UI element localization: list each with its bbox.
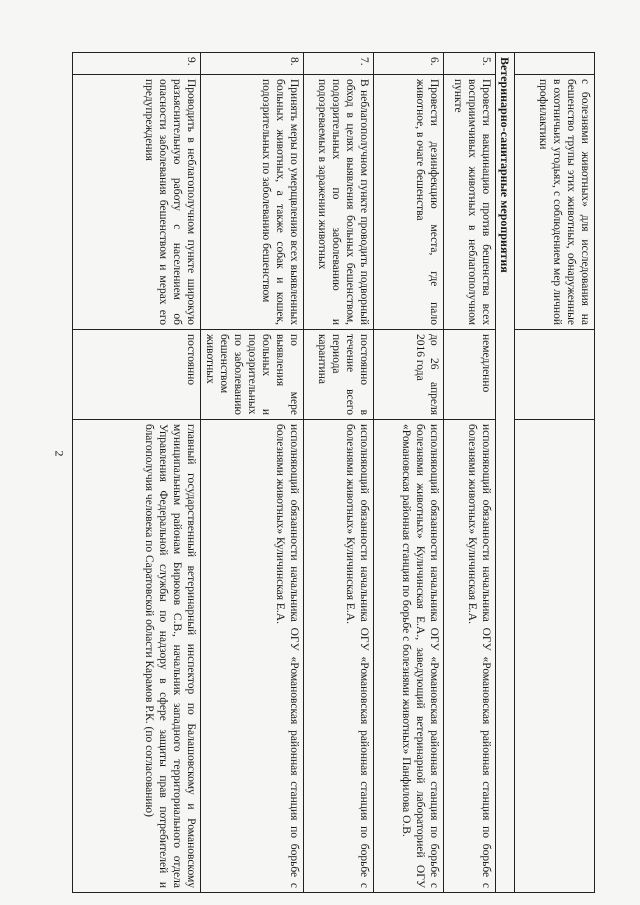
measures-table [72, 52, 595, 893]
row-action: Провести дезинфекцию места, где пало животное, в очаге бешенства [374, 75, 444, 330]
row-term: постоянно в течение всего периода карантина [304, 330, 374, 420]
row-action: с болезнями животных» для исследования на бешенство трупы этих животных, обнаруженные в охотничьих угодьях, с соблюдением мер личной профилактики [515, 75, 595, 330]
row-action: Провести вакцинацию против бешенства всех восприимчивых животных в неблагополучном пункте [444, 75, 496, 330]
table-row [304, 53, 374, 893]
rotated-page [95, 52, 595, 892]
row-action: Принять меры по умерщвлению всех выявленных больных животных, а также собак и кошек, подозрительных по заболеванию бешенством [201, 75, 304, 330]
row-responsible: исполняющий обязанности начальника ОГУ «Романовская районная станция по борьбе с болезнями животных» Куличинская Е.А., заведующий ветеринарной лабораторией ОГУ «Романовская районная станция по борьбе с болезнями животных» Панфилова О.В. [374, 420, 444, 893]
row-responsible: исполняющий обязанности начальника ОГУ «Романовская районная станция по борьбе с болезнями животных» Куличинская Е.А. [304, 420, 374, 893]
page-number: 2 [52, 450, 67, 457]
row-number: 6. [374, 53, 444, 75]
row-number: 5. [444, 53, 496, 75]
row-action: Проводить в неблагополучном пункте широкую разъяснительную работу с населением об опасности заболевания бешенством и мерах его предупреждения [73, 75, 201, 330]
section-title: Ветеринарно-санитарные мероприятия [496, 53, 515, 893]
table-row [374, 53, 444, 893]
row-term: постоянно [73, 330, 201, 420]
row-number: 7. [304, 53, 374, 75]
row-term: до 26 апреля 2016 года [374, 330, 444, 420]
row-responsible: исполняющий обязанности начальника ОГУ «Романовская районная станция по борьбе с болезнями животных» Куличинская Е.А. [201, 420, 304, 893]
row-number: 9. [73, 53, 201, 75]
row-responsible: исполняющий обязанности начальника ОГУ «Романовская районная станция по борьбе с болезнями животных» Куличинская Е.А. [444, 420, 496, 893]
row-term: по мере выявления больных и подозрительных по заболеванию бешенством животных [201, 330, 304, 420]
row-term [515, 330, 595, 420]
row-term: немедленно [444, 330, 496, 420]
table-row [73, 53, 201, 893]
row-responsible [515, 420, 595, 893]
section-row [496, 53, 515, 893]
table-row [201, 53, 304, 893]
row-action: В неблагополучном пункте проводить подворный обход в целях выявления больных бешенством, подозрительных по заболеванию и подозреваемых в заражении животных [304, 75, 374, 330]
table-row-continuation [515, 53, 595, 893]
row-number [515, 53, 595, 75]
table-row [444, 53, 496, 893]
row-responsible: главный государственный ветеринарный инспектор по Балашовскому и Романовскому муниципальным районам Бирюков С.В., начальник западного территориального отдела Управления Федеральной службы по надзору в сфере защиты прав потребителей и благополучия человека по Саратовской области Карамов Р.К. (по согласованию) [73, 420, 201, 893]
row-number: 8. [201, 53, 304, 75]
